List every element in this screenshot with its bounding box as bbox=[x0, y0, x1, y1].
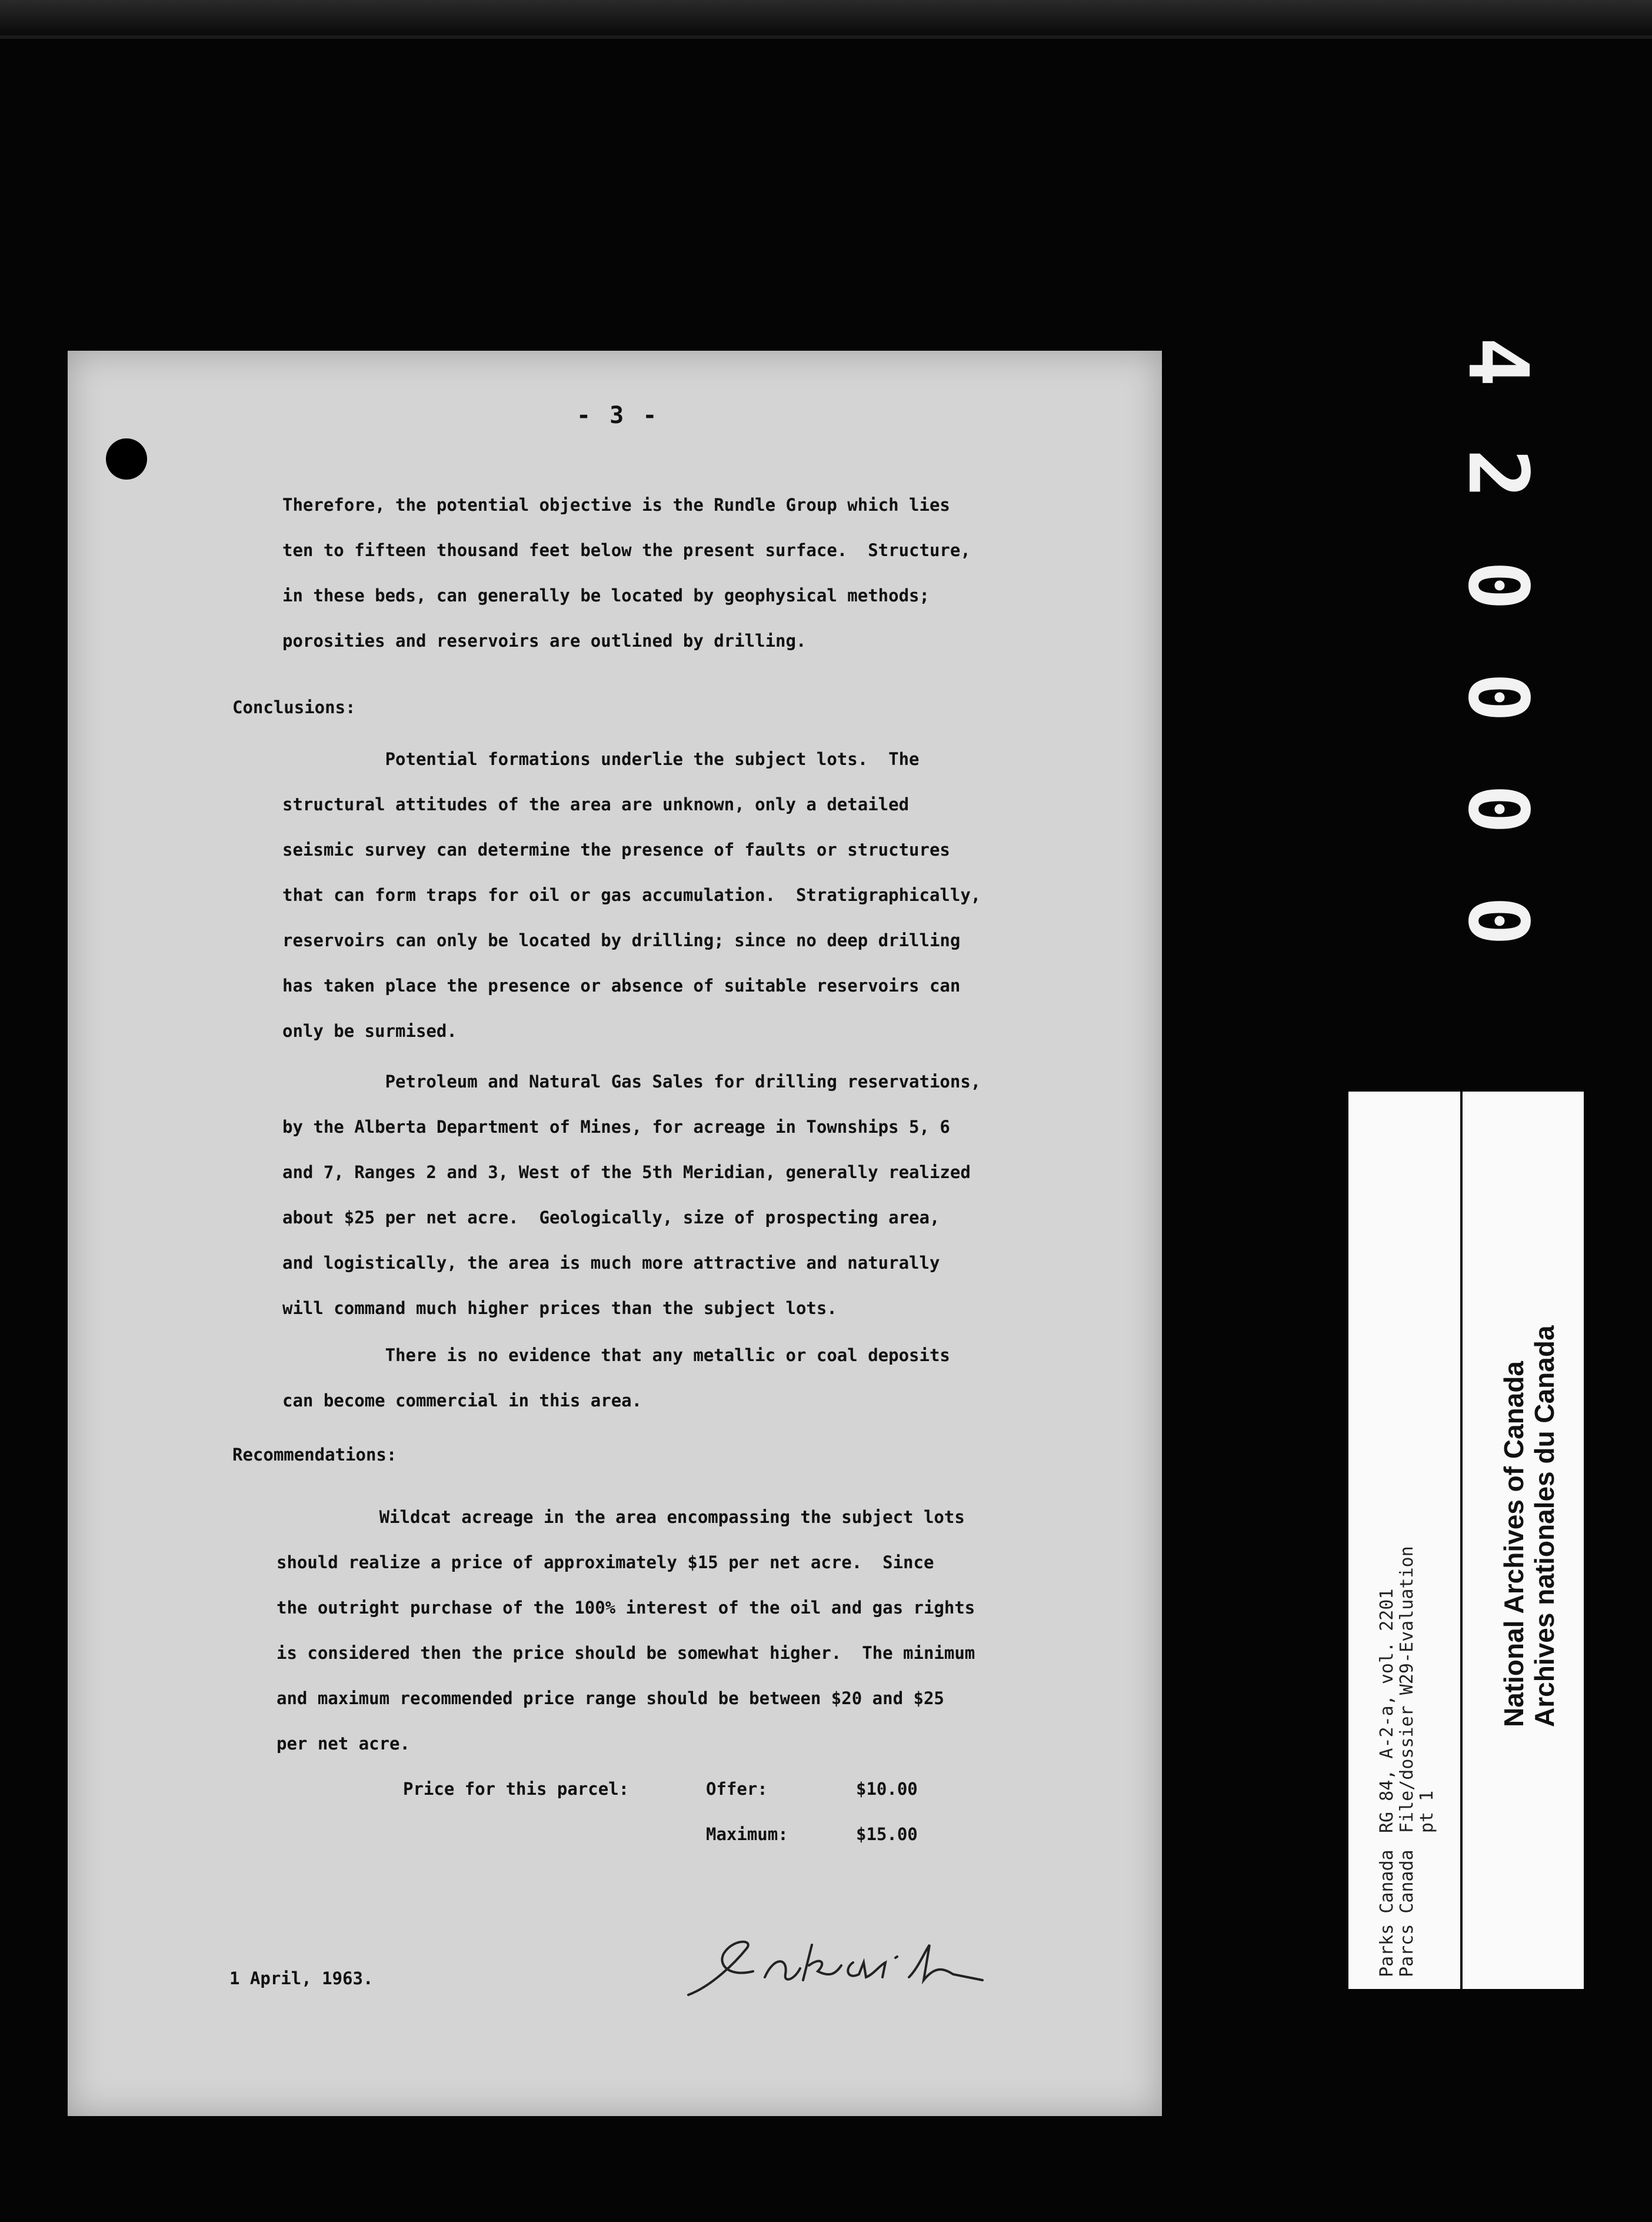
maximum-value: $15.00 bbox=[856, 1824, 918, 1844]
parks-canada-en: Parks Canada bbox=[1377, 1850, 1397, 1977]
paragraph-rundle-group: Therefore, the potential objective is the Rundle Group which lies ten to fifteen thousand feet below the present surface. Structure, in these beds, can generally be located by geophysical methods; porosities and reservoirs are outlined by drilling. bbox=[282, 495, 971, 651]
frame-digit: 0 bbox=[1450, 784, 1546, 834]
frame-digit: 0 bbox=[1450, 896, 1546, 946]
archive-reference-line1: RG 84, A-2-a, vol. 2201 bbox=[1377, 1588, 1397, 1833]
film-strip-top bbox=[0, 0, 1652, 39]
parks-canada-fr: Parcs Canada bbox=[1397, 1850, 1417, 1977]
frame-digit: 4 bbox=[1450, 337, 1546, 387]
price-parcel-label: Price for this parcel: bbox=[403, 1779, 630, 1799]
offer-value: $10.00 bbox=[856, 1779, 918, 1799]
recommendations-heading: Recommendations: bbox=[232, 1445, 397, 1465]
archive-reference-panel bbox=[1348, 1092, 1463, 1989]
frame-digit: 2 bbox=[1450, 448, 1546, 499]
archive-reference-line3: pt 1 bbox=[1417, 1790, 1437, 1833]
frame-number bbox=[1450, 306, 1546, 946]
handwritten-signature bbox=[677, 1921, 1030, 2004]
paragraph-metallic-deposits: There is no evidence that any metallic or coal deposits can become commercial in this area. bbox=[282, 1345, 950, 1411]
institution-name-en: National Archives of Canada bbox=[1498, 1361, 1529, 1727]
document-date: 1 April, 1963. bbox=[229, 1968, 374, 1988]
offer-label: Offer: bbox=[706, 1779, 768, 1799]
frame-digit: 0 bbox=[1450, 560, 1546, 611]
paragraph-potential-formations: Potential formations underlie the subject lots. The structural attitudes of the area are unknown, only a detailed seismic survey can determine the presence of faults or structures that can form traps for oil or gas accumulation. Stratigraphically, reservoirs can only be located by drilling; since no deep drilling has taken place the presence or absence of suitable reservoirs can only be surmised. bbox=[282, 749, 981, 1041]
archive-reference-line2: File/dossier W29-Evaluation bbox=[1397, 1546, 1417, 1833]
punch-hole bbox=[106, 438, 147, 480]
paragraph-wildcat-acreage: Wildcat acreage in the area encompassing the subject lots should realize a price of approximately $15 per net acre. Since the outright purchase of the 100% interest of the oil and gas rights is considered then the price should be somewhat higher. The minimum and maximum recommended price range should be between $20 and $25 per net acre. bbox=[277, 1507, 975, 1754]
institution-name-fr: Archives nationales du Canada bbox=[1529, 1325, 1560, 1727]
archive-institution-panel bbox=[1463, 1092, 1584, 1989]
maximum-label: Maximum: bbox=[706, 1824, 788, 1844]
page-number: - 3 - bbox=[577, 402, 660, 429]
conclusions-heading: Conclusions: bbox=[232, 697, 356, 717]
frame-digit: 0 bbox=[1450, 672, 1546, 723]
archive-label-card bbox=[1348, 1092, 1584, 1989]
paragraph-petroleum-sales: Petroleum and Natural Gas Sales for drilling reservations, by the Alberta Department of Mines, for acreage in Townships 5, 6 and 7, Ranges 2 and 3, West of the 5th Meridian, generally realized about $25 per net acre. Geologically, size of prospecting area, and logistically, the area is much more attractive and naturally will command much higher prices than the subject lots. bbox=[282, 1072, 981, 1318]
